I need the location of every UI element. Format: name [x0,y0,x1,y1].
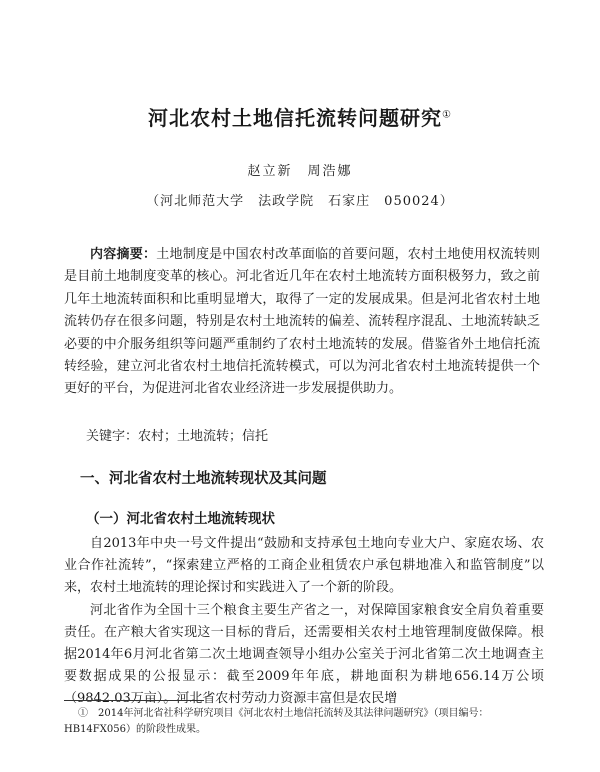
abstract-text: 土地制度是中国农村改革面临的首要问题，农村土地使用权流转则是目前土地制度变革的核心。河北省近几年在农村土地流转方面积极努力，致之前几年土地流转面积和比重明显增大，取得了一定的发展成果。但是河北省农村土地流转仍存在很多问题，特别是农村土地流转的偏差、流转程序混乱、土地流转缺乏必要的中介服务组织等问题严重制约了农村土地流转的发展。借鉴省外土地信托流转经验，建立河北省农村土地信托流转模式，可以为河北省农村土地流转提供一个更好的平台，为促进河北省农业经济进一步发展提供助力。 [64,247,540,397]
affiliation-line: （河北师范大学 法政学院 石家庄 050024） [146,194,454,209]
footnote-text: ① 2014年河北省社科学研究项目《河北农村土地信托流转及其法律问题研究》（项目编号：HB14FX056）的阶段性成果。 [64,708,489,735]
article-title [0,102,600,131]
footnote-divider [64,700,204,701]
title-footnote-marker: ① [442,109,452,121]
body-paragraph-1: 自2013年中央一号文件提出“鼓励和支持承包土地向专业大户、家庭农场、农业合作社流转”，“探索建立严格的工商企业租赁农户承包耕地准入和监管制度”以来，农村土地流转的理论探讨和实践进入了一个新的阶段。 [64,536,544,595]
keywords-line [86,425,536,444]
abstract-label: 内容摘要： [90,247,157,262]
authors-line: 赵立新 周浩娜 [247,164,353,179]
keywords-text: 农村；土地流转；信托 [138,429,269,444]
subsection-heading: （一）河北省农村土地流转现状 [86,511,275,527]
section-heading: 一、河北省农村土地流转现状及其问题 [80,470,327,487]
abstract-block [64,244,540,401]
keywords-label: 关键字： [86,429,139,444]
article-title-text: 河北农村土地信托流转问题研究 [148,106,443,130]
body-paragraph-2: 河北省作为全国十三个粮食主要生产省之一，对保障国家粮食安全肩负着重要责任。在产粮大省实现这一目标的背后，还需要相关农村土地管理制度做保障。根据2014年6月河北省第二次土地调查领导小组办公室关于河北省第二次土地调查主要数据成果的公报显示：截至2009年年底，耕地面积为耕地656.14万公顷（9842.03万亩）。河北省农村劳动力资源丰富但是农民增 [64,603,544,706]
